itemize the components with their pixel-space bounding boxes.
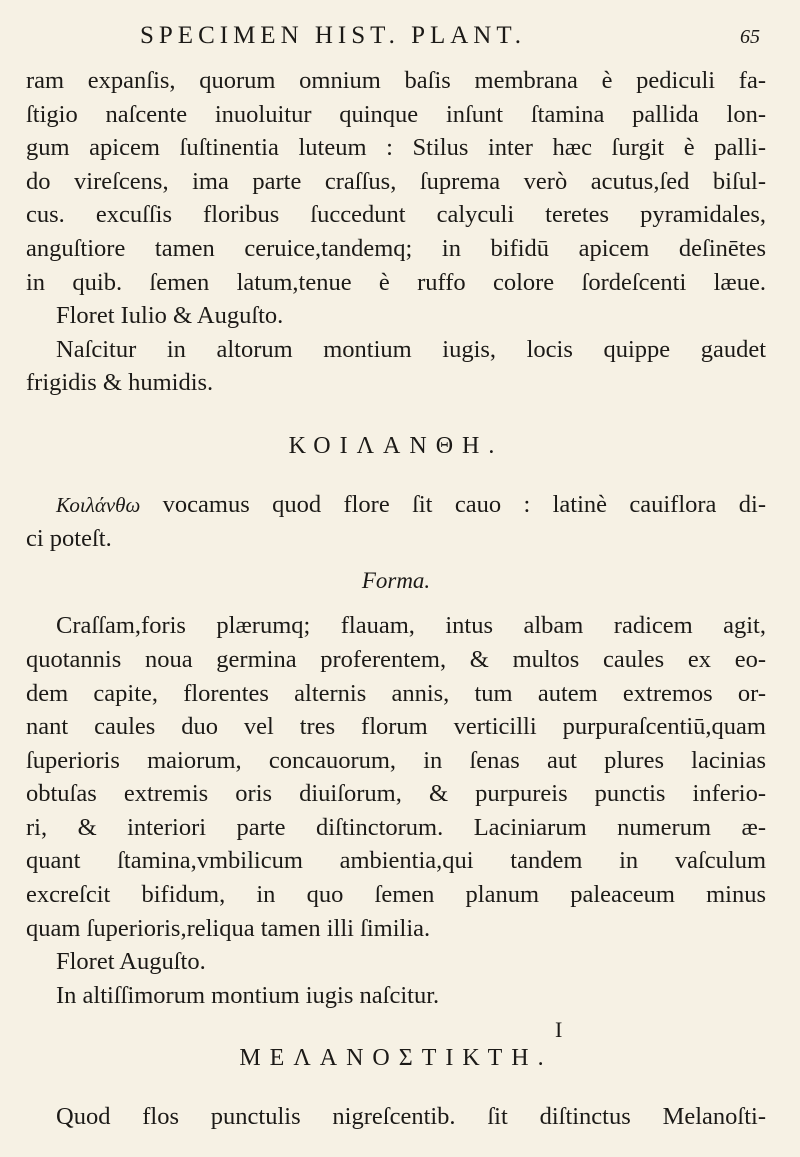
text-line: quotannis noua germina proferentem, & multos caules ex eo-: [26, 645, 766, 673]
section-heading-melanostikte: ΜΕΛΑΝΟΣΤΙΚΤΗ.: [239, 1045, 553, 1072]
habitat-line: frigidis & humidis.: [26, 369, 214, 397]
signature-mark: I: [555, 1017, 563, 1042]
text-line: gum apicem ſuſtinentia luteum : Stilus inter hæc ſurgit è palli-: [26, 134, 766, 162]
text-line: Craſſam,foris plærumq; flauam, intus albam radicem agit,: [56, 612, 766, 640]
text-line: excreſcit bifidum, in quo ſemen planum paleaceum minus: [26, 881, 766, 909]
text-line: obtuſas extremis oris diuiſorum, & purpureis punctis inferio-: [26, 780, 766, 808]
page-number: 65: [740, 26, 760, 48]
flowering-time: Floret Iulio & Auguſto.: [56, 302, 284, 330]
text-line: cus. excuſſis floribus ſuccedunt calyculi teretes pyramidales,: [26, 201, 766, 229]
intro-line: [26, 488, 766, 523]
subheading-forma: Forma.: [361, 567, 431, 593]
intro-text: vocamus quod flore ſit cauo : latinè cauiflora di-: [140, 490, 766, 518]
text-line: ram expanſis, quorum omnium baſis membrana è pediculi fa-: [26, 67, 766, 94]
text-line: in quib. ſemen latum,tenue è ruffo colore ſordeſcenti læue.: [26, 268, 766, 296]
text-line: nant caules duo vel tres florum verticilli purpuraſcentiū,quam: [26, 713, 766, 741]
habitat-line: In altiſſimorum montium iugis naſcitur.: [56, 981, 440, 1009]
text-line: Quod flos punctulis nigreſcentib. ſit diſtinctus Melanoſti-: [56, 1103, 766, 1131]
flowering-time: Floret Auguſto.: [56, 948, 206, 976]
body-text: [26, 64, 766, 1134]
section-heading-koilanthe: ΚΟΙΛΑΝΘΗ.: [288, 432, 504, 459]
habitat-line: Naſcitur in altorum montium iugis, locis quippe gaudet: [56, 335, 766, 363]
greek-term: Κοιλάνθω: [56, 492, 141, 517]
text-line: do vireſcens, ima parte craſſus, ſuprema verò acutus,ſed biſul-: [26, 167, 766, 195]
text-line: ri, & interiori parte diſtinctorum. Laciniarum numerum æ-: [26, 813, 766, 841]
text-line: ſtigio naſcente inuoluitur quinque inſunt ſtamina pallida lon-: [26, 100, 766, 128]
text-line: ſuperioris maiorum, concauorum, in ſenas aut plures lacinias: [26, 746, 766, 774]
text-line: anguſtiore tamen ceruice,tandemq; in bifidū apicem deſinētes: [26, 234, 766, 262]
text-line: quant ſtamina,vmbilicum ambientia,qui tandem in vaſculum: [26, 847, 766, 875]
text-line: quam ſuperioris,reliqua tamen illi ſimilia.: [26, 914, 431, 942]
running-title: SPECIMEN HIST. PLANT.: [140, 22, 527, 49]
intro-line: ci poteſt.: [26, 525, 112, 553]
text-line: dem capite, florentes alternis annis, tum autem extremos or-: [26, 679, 766, 707]
